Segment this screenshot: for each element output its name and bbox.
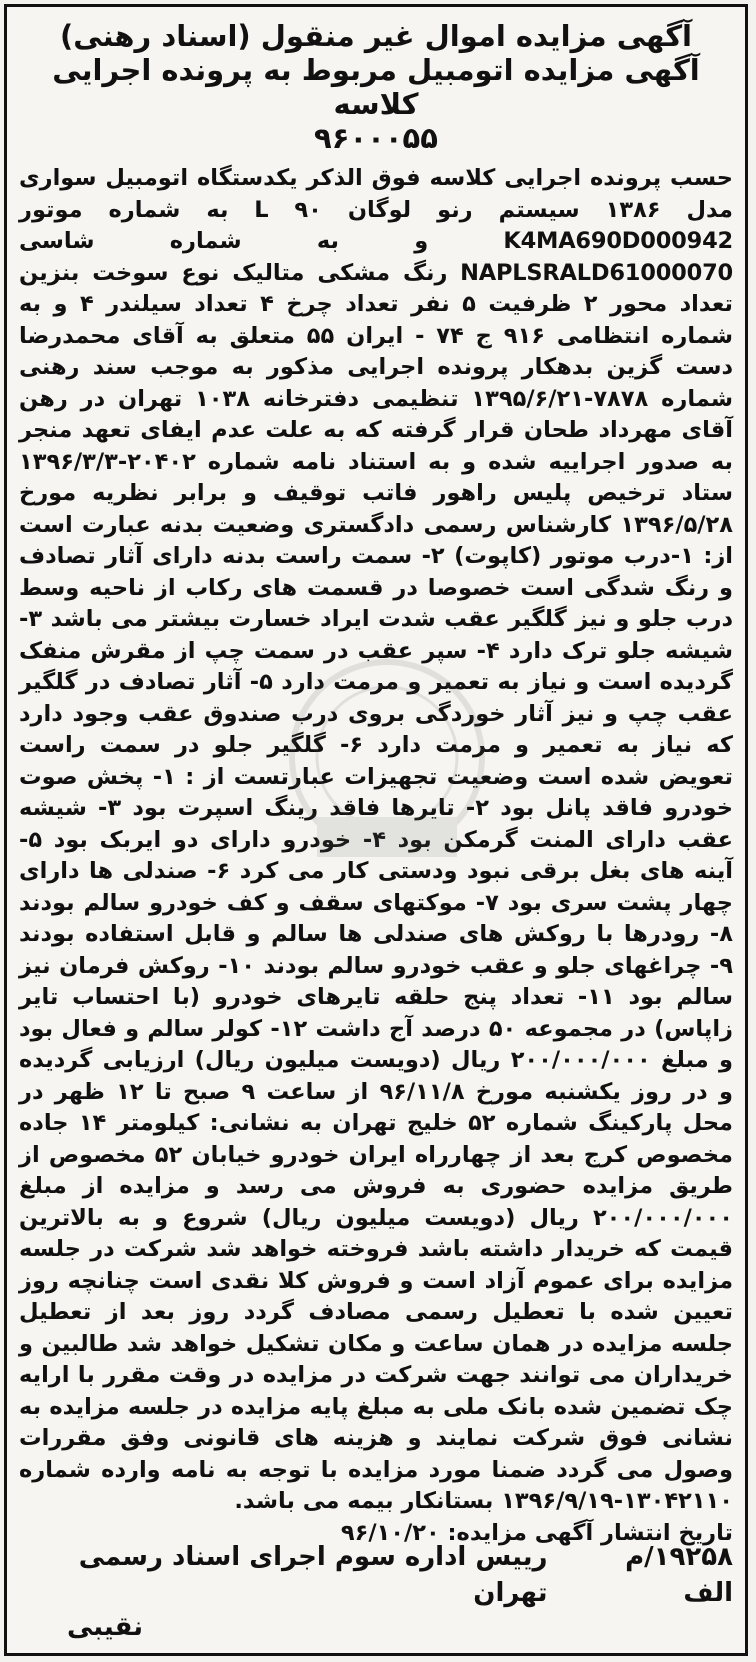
notice-body-text: حسب پرونده اجرایی کلاسه فوق الذکر یکدستگاه اتومبیل سواری مدل ۱۳۸۶ سیستم رنو لوگان ۹۰ L به شماره موتور K4MA690D000942 و به شماره شاسی NAPLSRALD61000070 رنگ مشکی متالیک نوع سوخت بنزین تعداد محور ۲ ظرفیت ۵ نفر تعداد چرخ ۴ تعداد سیلندر ۴ و به شماره انتظامی ۹۱۶ ج ۷۴ - ایران ۵۵ متعلق به آقای محمدرضا دست گزین بدهکار پرونده اجرایی مذکور به موجب سند رهنی شماره ۷۸۷۸-۱۳۹۵/۶/۲۱ تنظیمی دفترخانه ۱۰۳۸ تهران در رهن آقای مهرداد طحان قرار گرفته که به علت عدم ایفای تعهد منجر به صدور اجراییه شده و به استناد نامه شماره ۲۰۴۰۲-۱۳۹۶/۳/۳ ستاد ترخیص پلیس راهور فاتب توقیف و برابر نظریه مورخ ۱۳۹۶/۵/۲۸ کارشناس رسمی دادگستری وضعیت بدنه عبارت است از: ۱-درب موتور (کاپوت) ۲- سمت راست بدنه دارای آثار تصادف و رنگ شدگی است خصوصا در قسمت های رکاب از ناحیه وسط درب جلو و نیز گلگیر عقب شدت ایراد خسارت بیشتر می باشد ۳- شیشه جلو ترک دارد ۴- سپر عقب در سمت چپ از مقرش منفک گردیده است و نیاز به تعمیر و مرمت دارد ۵- آثار تصادف در گلگیر عقب چپ و نیز آثار خوردگی بروی درب صندوق عقب وجود دارد که نیاز به تعمیر و مرمت دارد ۶- گلگیر جلو در سمت راست تعویض شده است وضعیت تجهیزات عبارتست از : ۱- پخش صوت خودرو فاقد پانل بود ۲- تایرها فاقد رینگ اسپرت بود ۳- شیشه عقب دارای المنت گرمکن بود ۴- خودرو دارای دو ایربک بود ۵- آینه های بغل برقی نبود ودستی کار می کرد ۶- صندلی ها دارای چهار پشت سری بود ۷- موکتهای سقف و کف خودرو سالم بودند ۸- رودرها با روکش های صندلی ها سالم و قابل استفاده بودند ۹- چراغهای جلو و عقب خودرو سالم بودند ۱۰- روکش فرمان نیز سالم بود ۱۱- تعداد پنج حلقه تایرهای خودرو (با احتساب تایر زاپاس) در مجموعه ۵۰ درصد آج داشت ۱۲- کولر سالم و فعال بود و مبلغ ۲۰۰/۰۰۰/۰۰۰ ریال (دویست میلیون ریال) ارزیابی گردیده و در روز یکشنبه مورخ ۹۶/۱۱/۸ از ساعت ۹ صبح تا ۱۲ ظهر در محل پارکینگ شماره ۵۲ خلیج تهران به نشانی: کیلومتر ۱۴ جاده مخصوص کرج بعد از چهارراه ایران خودرو خیابان ۵۲ مخصوص از طریق مزایده حضوری به فروش می رسد و مزایده از مبلغ ۲۰۰/۰۰۰/۰۰۰ ریال (دویست میلیون ریال) شروع و به بالاترین قیمت که خریدار داشته باشد فروخته خواهد شد شرکت در جلسه مزایده برای عموم آزاد است و فروش کلا نقدی است چنانچه روز تعیین شده با تعطیل رسمی مصادف گردد روز بعد از تعطیل جلسه مزایده در همان ساعت و مکان تشکیل خواهد شد طالبین و خریداران می توانند جهت شرکت در مزایده در وقت مقرر با ارایه چک تضمین شده بانک ملی به مبلغ پایه مزایده در جلسه مزایده به نشانی فوق شرکت نمایند و هزینه های قانونی وفق مقررات وصول می گردد ضمنا مورد مزایده با توجه به نامه وارده شماره ۱۳۰۴۲۱۱۰-۱۳۹۶/۹/۱۹ بستانکار بیمه می باشد. [19, 165, 734, 1514]
signatory-name: نقیبی [67, 1612, 144, 1642]
notice-code: ۱۹۲۵۸/م الف [625, 1542, 733, 1608]
notice-frame [4, 4, 748, 1656]
notice-body [7, 155, 745, 1518]
notice-header [7, 7, 745, 155]
signatory-title: رییس اداره سوم اجرای اسناد رسمی تهران [78, 1542, 548, 1608]
notice-title: آگهی مزایده اموال غیر منقول (اسناد رهنی) [60, 19, 692, 53]
signature-row [19, 1539, 733, 1611]
case-number: ۹۶۰۰۰۵۵ [314, 121, 438, 155]
notice-footer [7, 1539, 745, 1643]
notice-subtitle: آگهی مزایده اتومبیل مربوط به پرونده اجرایی کلاسه [52, 53, 700, 121]
publish-date: تاریخ انتشار آگهی مزایده: ۹۶/۱۰/۲۰ [340, 1519, 733, 1546]
